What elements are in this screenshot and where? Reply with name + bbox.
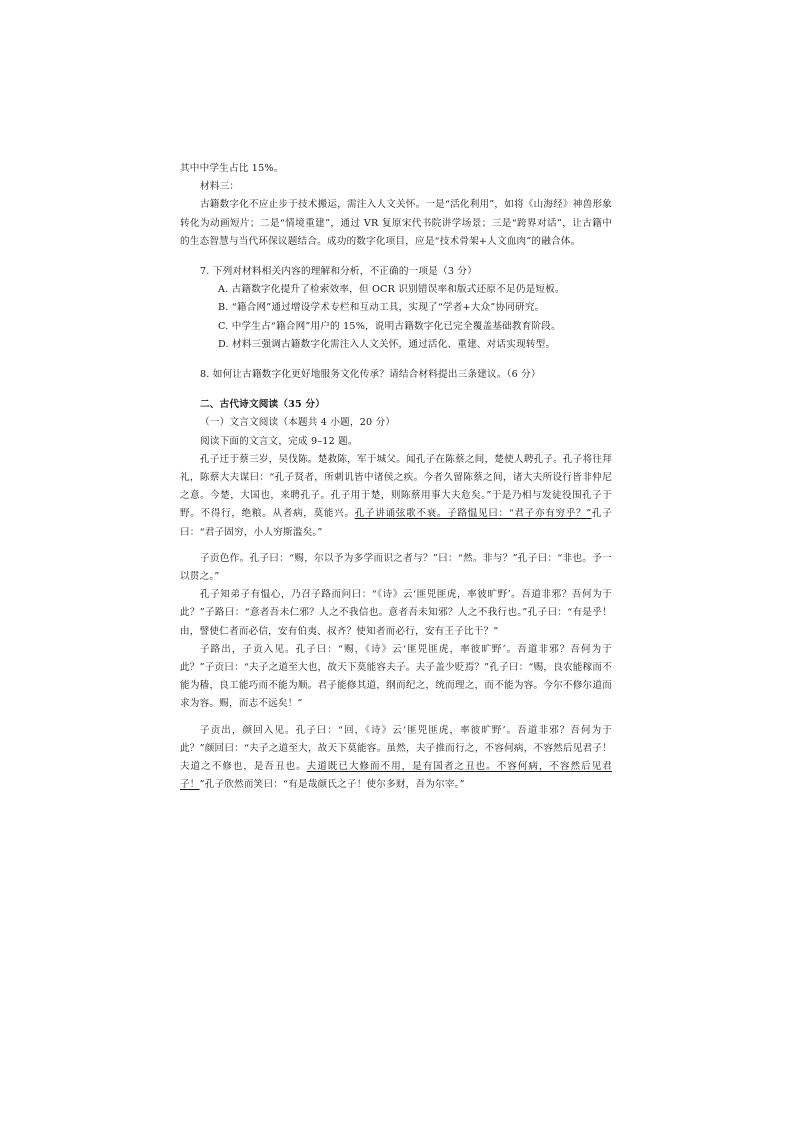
spacer: [180, 542, 612, 550]
passage-p5-end: ”孔子欣然而笑曰：“有是哉颜氏之子！使尔多财，吾为尔宰。”: [199, 779, 465, 791]
subsection-1-title: （一）文言文阅读（本题共 4 小题，20 分）: [200, 417, 396, 429]
page-content: [180, 160, 612, 795]
passage-p5-start: 子贡出，颜回入见。孔子曰：“回，《诗》云‘匪兕匪虎，率彼旷野’。吾道非邪？吾何为于此？”颜回曰：“夫子之道至大，故天下莫能容。虽然，夫子推而行之，不容何病，不容然后见君子！夫道之不修也，是吾丑也。: [180, 724, 612, 773]
underlined-sentence-2: 夫道既已大修而不用，是有国者之丑也。不容何病，不容然后见君子！: [180, 761, 612, 791]
passage-paragraph-3: 孔子知弟子有愠心，乃召子路而问曰：“《诗》云‘匪兕匪虎，率彼旷野’。吾道非邪？吾何为于此？”子路曰：“意者吾未仁邪？人之不我信也。意者吾未知邪？人之不我行也。”孔子曰：“有是乎！由，譬使仁者而必信，安有伯夷、叔齐？使知者而必行，安有王子比干？”: [180, 589, 612, 637]
passage-p1-end: 孔子曰：“君子固穷，小人穷斯滥矣。”: [180, 508, 613, 538]
passage-paragraph-4: 子路出，子贡入见。孔子曰：“赐，《诗》云‘匪兕匪虎，率彼旷野’。吾道非邪？吾何为于此？”子贡曰：“夫子之道至大也，故天下莫能容夫子。夫子盖少贬焉？”孔子曰：“赐，良农能稼而不能为穑，良工能巧而不能为顺。君子能修其道，纲而纪之，统而理之，而不能为容。今尔不修尔道而求为容。赐，而志不远矣！”: [180, 643, 612, 710]
material3-tail: 其中中学生占比 15%。: [180, 163, 284, 174]
question-7-option-b: B. “籍合网”通过增设学术专栏和互动工具，实现了“学者+大众”协同研究。: [218, 302, 545, 314]
underlined-sentence-1: 孔子讲诵弦歌不衰。子路愠见曰：“君子亦有穷乎？”: [354, 508, 592, 520]
passage-paragraph-1: [180, 451, 612, 542]
spacer: [180, 384, 612, 396]
section-2-title: 二、古代诗文阅读（35 分）: [200, 399, 326, 411]
passage-paragraph-5: [180, 722, 612, 795]
question-8: 8. 如何让古籍数字化更好地服务文化传承？请结合材料提出三条建议。（6 分）: [200, 369, 541, 381]
question-7-option-a: A. 古籍数字化提升了检索效率，但 OCR 识别错误率和版式还原不足仍是短板。: [218, 284, 565, 296]
spacer: [180, 354, 612, 366]
question-7-option-d: D. 材料三强调古籍数字化需注入人文关怀，通过活化、重建、对话实现转型。: [218, 338, 556, 350]
reading-instruction: 阅读下面的文言文，完成 9–12 题。: [200, 435, 358, 447]
material3-label: 材料三：: [200, 181, 240, 193]
passage-paragraph-2: 子贡色作。孔子曰：“赐，尔以予为多学而识之者与？”曰：“然。非与？”孔子曰：“非也。予一以贯之。”: [180, 552, 612, 583]
spacer: [180, 714, 612, 722]
question-7-stem: 7. 下列对材料相关内容的理解和分析，不正确的一项是（3 分）: [200, 266, 477, 278]
spacer: [180, 251, 612, 263]
material3-text: 古籍数字化不应止步于技术搬运，需注入人文关怀。一是“活化利用”，如将《山海经》神兽形象转化为动画短片；二是“情境重建”，通过 VR 复原宋代书院讲学场景；三是“跨界对话”，让古籍中的生态智慧与当代环保议题结合。成功的数字化项目，应是“技术骨架+人文血肉”的融合体。: [180, 199, 612, 247]
question-7-option-c: C. 中学生占“籍合网”用户的 15%，说明古籍数字化已完全覆盖基础教育阶段。: [218, 320, 561, 332]
passage-p1-text: 孔子迁于蔡三岁，吴伐陈。楚救陈，军于城父。闻孔子在陈蔡之间，楚使人聘孔子。孔子将往拜礼，陈蔡大夫谋曰：“孔子贤者，所刺讥皆中诸侯之疾。今者久留陈蔡之间，诸大夫所设行皆非仲尼之意。今楚，大国也，来聘孔子。孔子用于楚，则陈蔡用事大夫危矣。”于是乃相与发徒役围孔子于野。不得行，绝粮。从者病，莫能兴。: [180, 453, 612, 520]
